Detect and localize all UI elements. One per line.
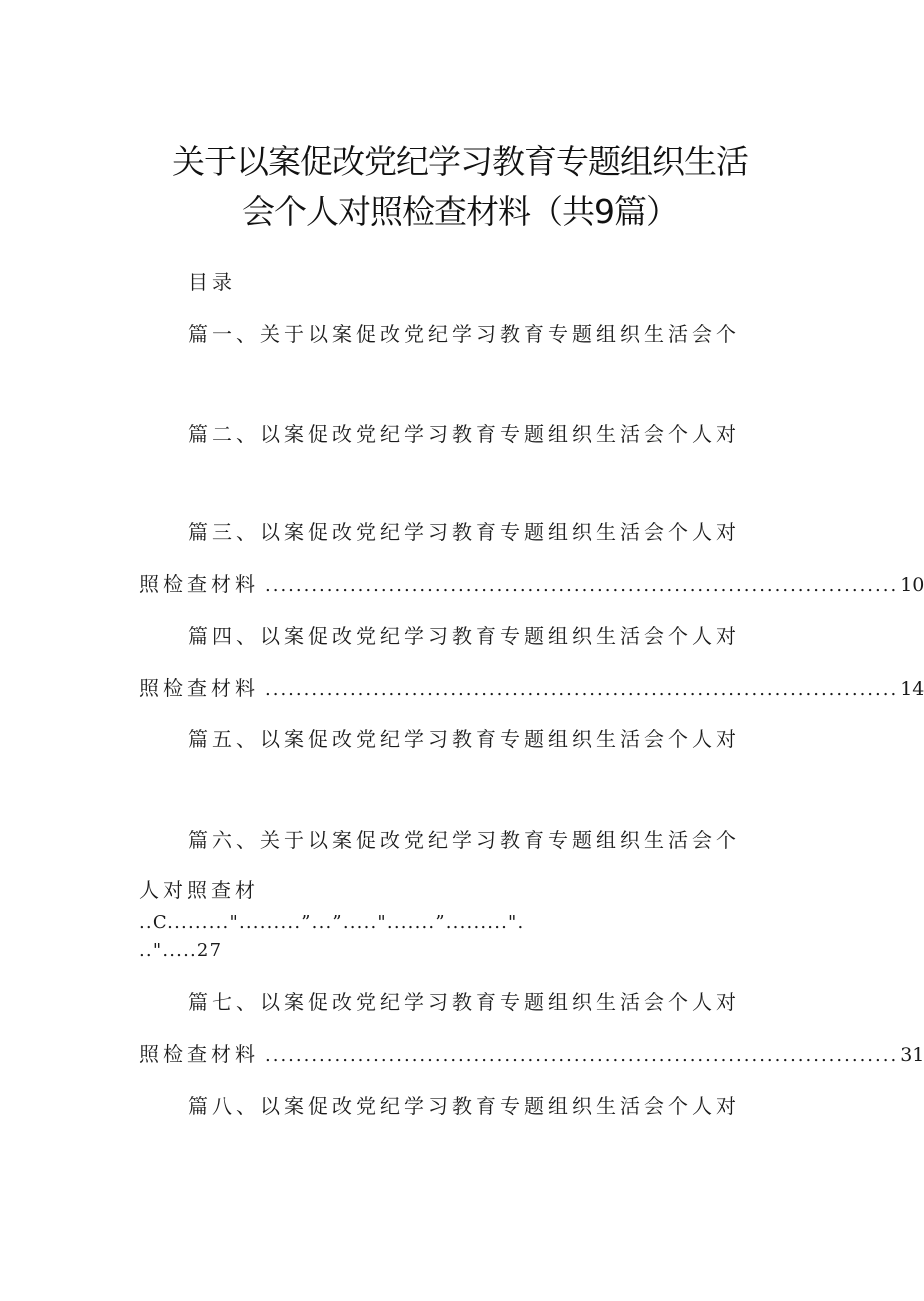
toc-heading: 目录: [188, 270, 236, 294]
toc-entry-1[interactable]: 篇一、关于以案促改党纪学习教育专题组织生活会个: [188, 322, 740, 346]
toc-entry-5[interactable]: 篇五、以案促改党纪学习教育专题组织生活会个人对: [188, 727, 740, 751]
toc-entry-8[interactable]: 篇八、以案促改党纪学习教育专题组织生活会个人对: [188, 1094, 740, 1118]
toc-entry-3-page-number: 10: [900, 574, 924, 596]
toc-entry-7[interactable]: 篇七、以案促改党纪学习教育专题组织生活会个人对: [188, 990, 740, 1014]
toc-entry-3-continuation: 照检查材料: [139, 572, 259, 596]
dot-leader: ..................................................................................: [265, 575, 899, 596]
toc-entry-4[interactable]: 篇四、以案促改党纪学习教育专题组织生活会个人对: [188, 624, 740, 648]
document-title-line-2: 会个人对照检查材料（共9篇）: [242, 192, 678, 231]
toc-entry-3[interactable]: 篇三、以案促改党纪学习教育专题组织生活会个人对: [188, 520, 740, 544]
toc-entry-2[interactable]: 篇二、以案促改党纪学习教育专题组织生活会个人对: [188, 422, 740, 446]
toc-entry-3-leader[interactable]: [139, 572, 924, 596]
toc-entry-7-continuation: 照检查材料: [139, 1042, 259, 1066]
toc-entry-7-leader[interactable]: [139, 1042, 924, 1066]
toc-entry-4-leader[interactable]: [139, 676, 924, 700]
dot-leader: ..................................................................................: [265, 1045, 899, 1066]
toc-entry-4-page-number: 14: [900, 678, 924, 700]
toc-entry-6[interactable]: 篇六、关于以案促改党纪学习教育专题组织生活会个: [188, 828, 740, 852]
document-title-line-1: 关于以案促改党纪学习教育专题组织生活: [172, 142, 748, 181]
dot-leader: ..................................................................................: [265, 679, 899, 700]
toc-entry-4-continuation: 照检查材料: [139, 676, 259, 700]
toc-entry-6-continuation: 人对照查材: [139, 878, 259, 902]
toc-entry-6-leader-line-1: ..C.........".........”...”.....".......”.........".: [139, 912, 525, 933]
toc-entry-7-page-number: 31: [900, 1044, 924, 1066]
toc-entry-6-leader-line-2: ..".....27: [139, 940, 223, 961]
